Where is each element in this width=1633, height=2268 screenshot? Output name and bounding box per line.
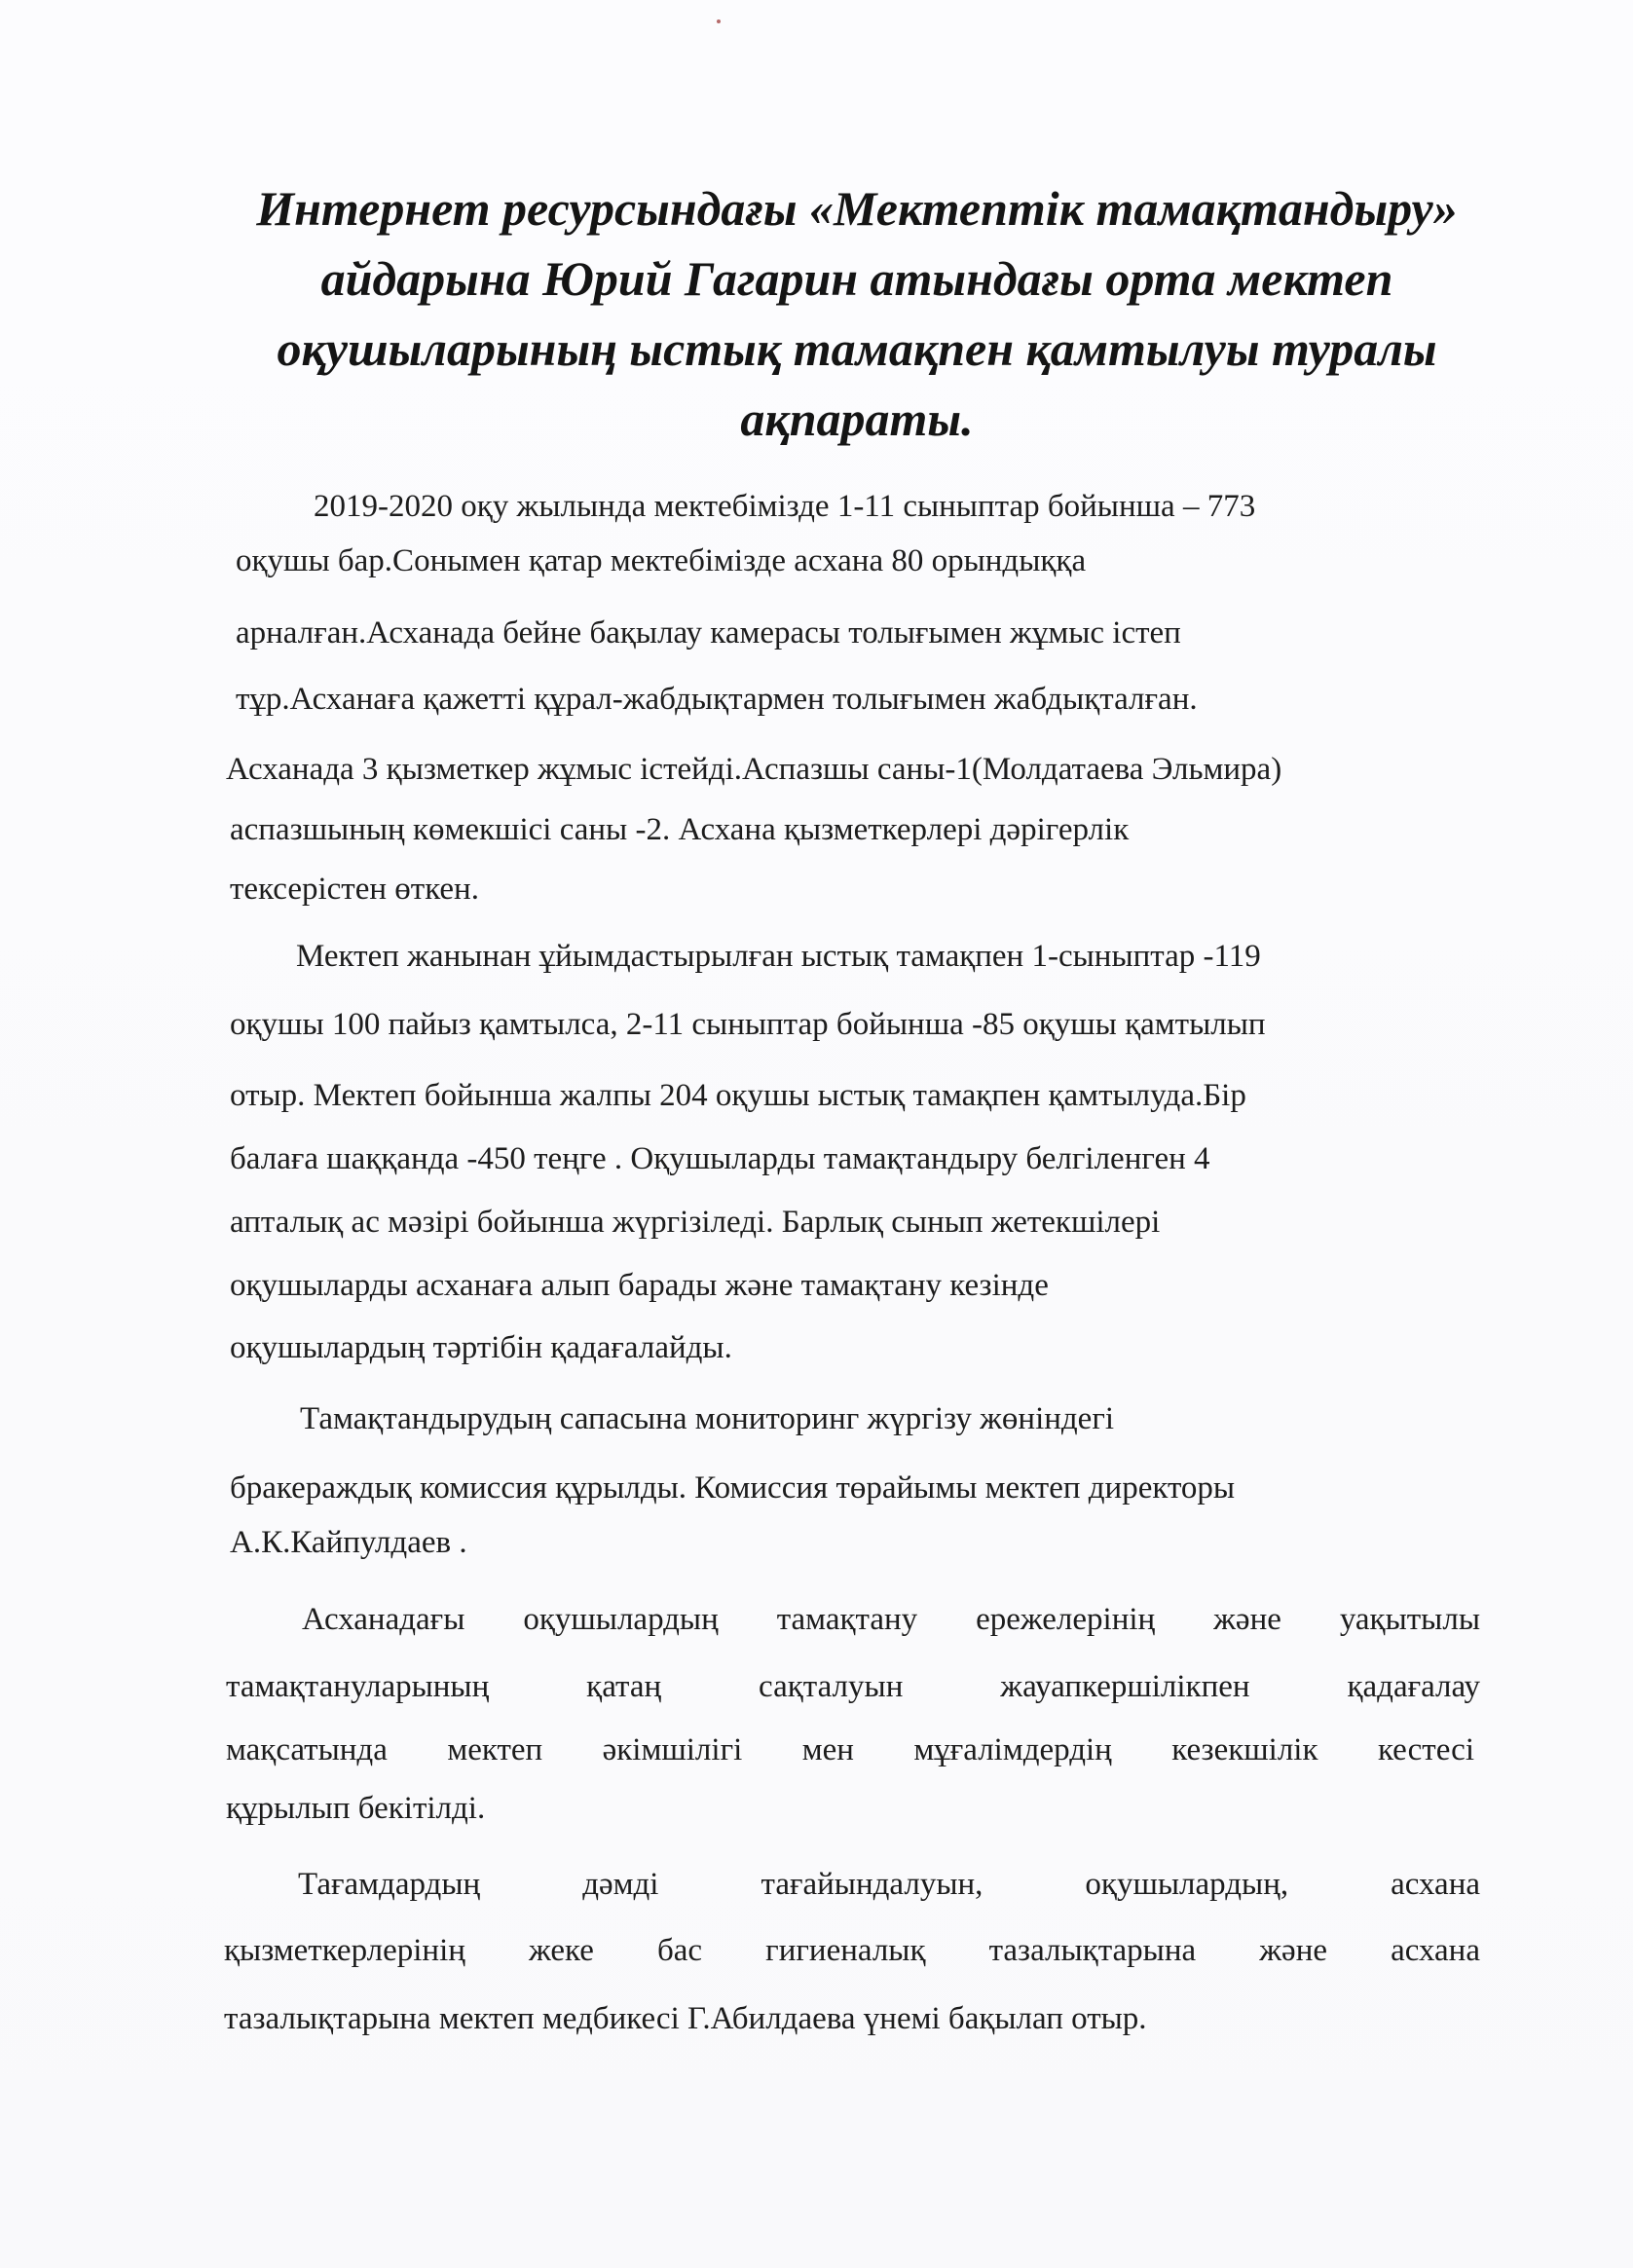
paragraph-line: оқушы бар.Сонымен қатар мектебімізде асхана 80 орындыққа <box>236 543 1087 578</box>
title-line-2: айдарына Юрий Гагарин атындағы орта мектеп <box>320 251 1393 306</box>
paragraph-line: тұр.Асханаға қажетті құрал-жабдықтармен толығымен жабдықталған. <box>236 682 1198 717</box>
paragraph-line: тамақтануларының қатаң сақталуын жауапкершілікпен қадағалау <box>226 1669 1480 1704</box>
paragraph-line: 2019-2020 оқу жылында мектебімізде 1-11 сыныптар бойынша – 773 <box>314 489 1256 524</box>
paragraph-line: Асханадағы оқушылардың тамақтану ережелерінің және уақытылы <box>302 1602 1480 1637</box>
paragraph-line: оқушы 100 пайыз қамтылса, 2-11 сыныптар бойынша -85 оқушы қамтылып <box>230 1007 1266 1042</box>
paragraph-line: оқушыларды асханаға алып барады және тамақтану кезінде <box>230 1268 1049 1303</box>
paragraph-line: Мектеп жанынан ұйымдастырылған ыстық тамақпен 1-сыныптар -119 <box>296 939 1261 974</box>
paragraph-line: арналған.Асханада бейне бақылау камерасы толығымен жұмыс істеп <box>236 615 1181 651</box>
paragraph-line: балаға шаққанда -450 теңге . Оқушыларды тамақтандыру белгіленген 4 <box>230 1141 1210 1176</box>
scan-speck <box>717 19 721 23</box>
document-title <box>224 173 1490 454</box>
title-line-3: оқушыларының ыстық тамақпен қамтылуы туралы <box>277 321 1437 376</box>
paragraph-line: мақсатында мектеп әкімшілігі мен мұғалімдердің кезекшілік кестесі <box>226 1732 1474 1767</box>
paragraph-line: Тамақтандырудың сапасына мониторинг жүргізу жөніндегі <box>300 1401 1115 1436</box>
title-line-4: ақпараты. <box>740 391 974 446</box>
paragraph-line: апталық ас мәзірі бойынша жүргізіледі. Барлық сынып жетекшілері <box>230 1205 1161 1240</box>
paragraph-line: бракераждық комиссия құрылды. Комиссия төрайымы мектеп директоры <box>230 1470 1236 1506</box>
paragraph-line: қызметкерлерінің жеке бас гигиеналық тазалықтарына және асхана <box>224 1933 1480 1968</box>
paragraph-line: оқушылардың тәртібін қадағалайды. <box>230 1330 732 1365</box>
paragraph-line: тазалықтарына мектеп медбикесі Г.Абилдаева үнемі бақылап отыр. <box>224 2001 1147 2036</box>
paragraph-line: Асханада 3 қызметкер жұмыс істейді.Аспазшы саны-1(Молдатаева Эльмира) <box>226 752 1282 787</box>
paragraph-line: аспазшының көмекшісі саны -2. Асхана қызметкерлері дәрігерлік <box>230 812 1130 847</box>
paragraph-line: тексерістен өткен. <box>230 872 479 907</box>
paragraph-line: құрылып бекітілді. <box>226 1791 486 1826</box>
title-line-1: Интернет ресурсындағы «Мектептік тамақтандыру» <box>256 181 1458 236</box>
paragraph-line: отыр. Мектеп бойынша жалпы 204 оқушы ыстық тамақпен қамтылуда.Бір <box>230 1078 1246 1113</box>
paragraph-line: Тағамдардың дәмді тағайындалуын, оқушылардың, асхана <box>298 1867 1480 1902</box>
paragraph-line: А.К.Кайпулдаев . <box>230 1525 467 1560</box>
